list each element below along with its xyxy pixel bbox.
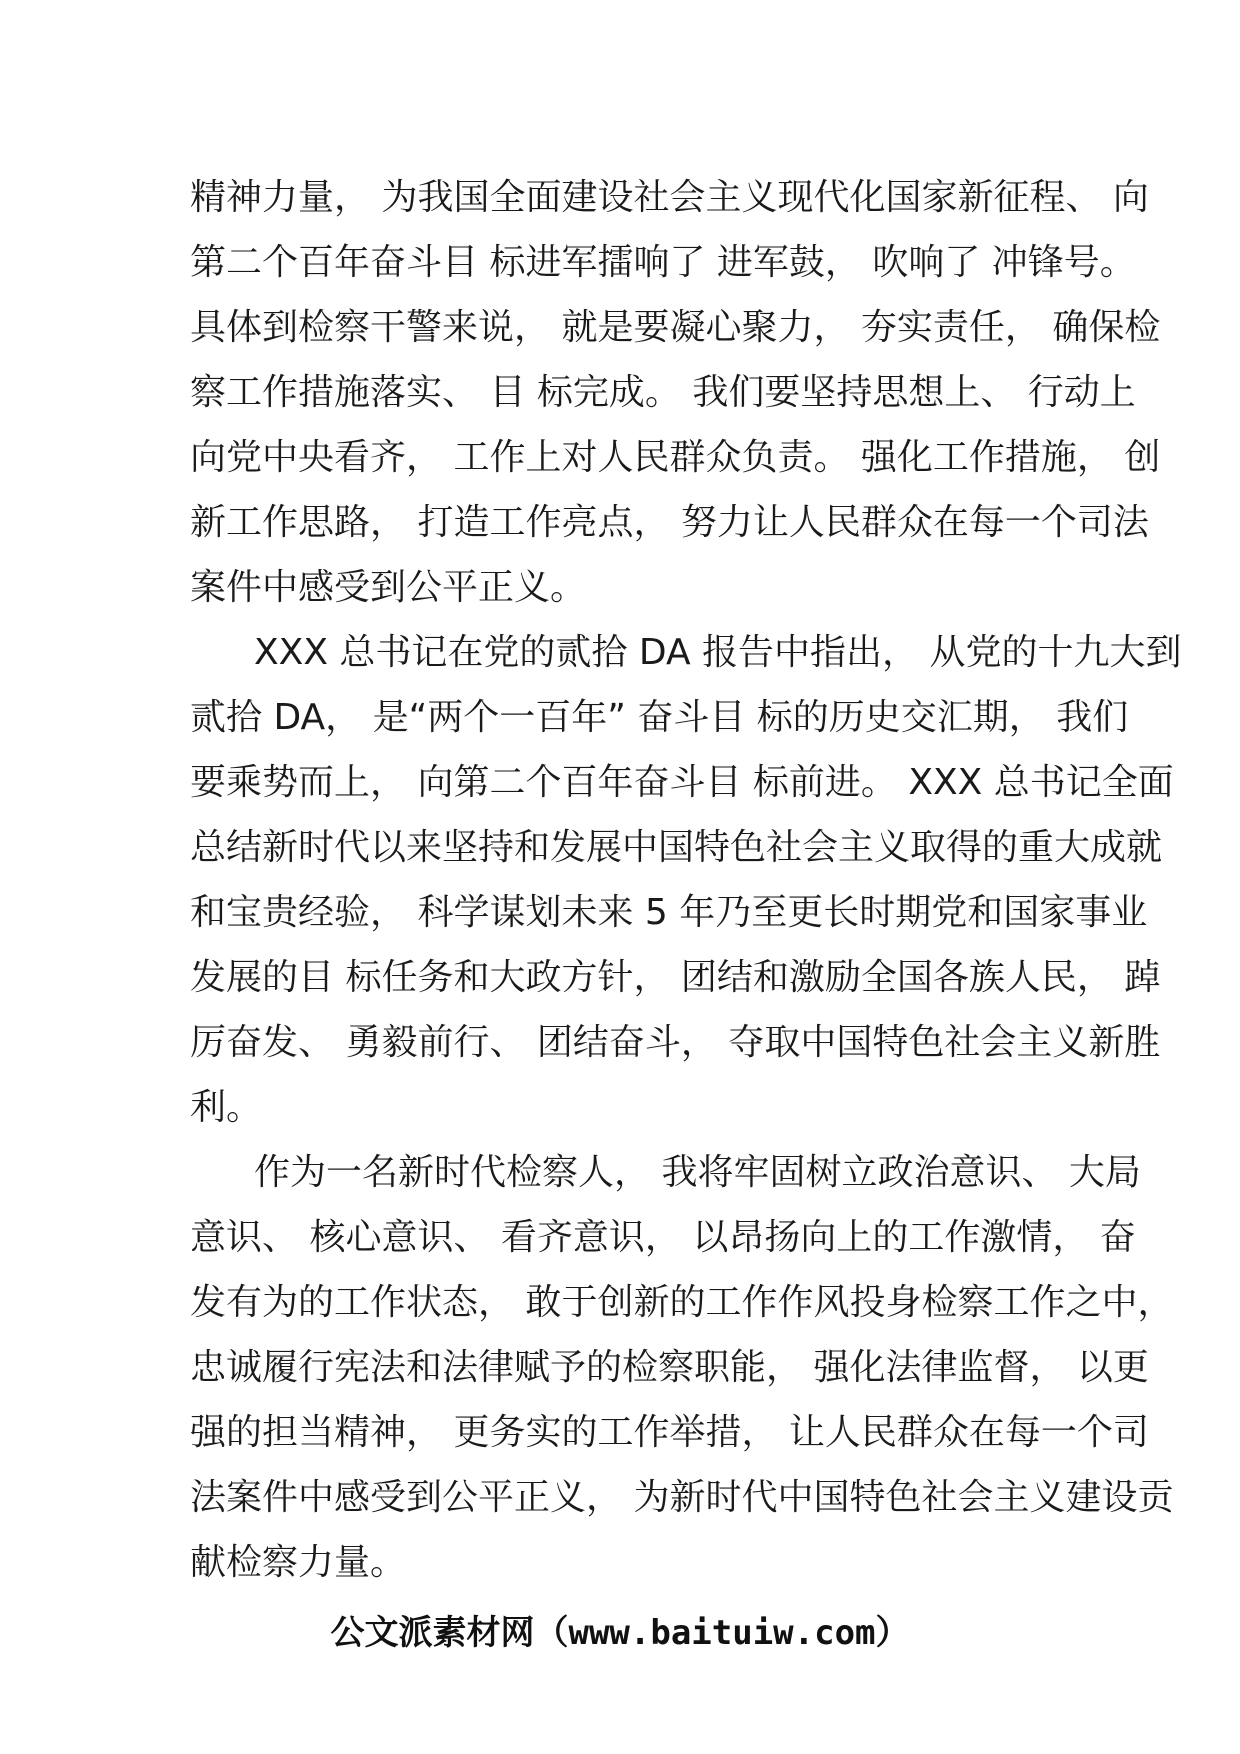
footer-watermark: [0, 1608, 1240, 1658]
text-line: 献检察力量。: [190, 1542, 407, 1583]
text-line: 厉奋发、 勇毅前行、 团结奋斗， 夺取中国特色社会主义新胜: [190, 1022, 1161, 1063]
text-line: 发展的目 标任务和大政方针， 团结和激励全国各族人民， 踔: [190, 957, 1161, 998]
text-line: 利。: [190, 1087, 263, 1128]
text-line: 发有为的工作状态， 敢于创新的工作作风投身检察工作之中，: [190, 1282, 1174, 1323]
text-line: 向党中央看齐， 工作上对人民群众负责。 强化工作措施， 创: [190, 437, 1161, 478]
footer-url: www.baituiw.com: [568, 1613, 876, 1653]
text-line: 具体到检察干警来说， 就是要凝心聚力， 夯实责任， 确保检: [190, 307, 1161, 348]
text-line: 要乘势而上， 向第二个百年奋斗目 标前进。 XXX 总书记全面: [190, 762, 1174, 803]
text-line: 总结新时代以来坚持和发展中国特色社会主义取得的重大成就: [190, 827, 1163, 868]
text-line: 新工作思路， 打造工作亮点， 努力让人民群众在每一个司法: [190, 502, 1149, 543]
text-line-indented: 作为一名新时代检察人， 我将牢固树立政治意识、 大局: [254, 1152, 1141, 1193]
footer-site-name: 公文派素材网（: [330, 1613, 569, 1653]
text-line: 察工作措施落实、 目 标完成。 我们要坚持思想上、 行动上: [190, 372, 1136, 413]
text-line: 案件中感受到公平正义。: [190, 567, 587, 608]
text-line: 忠诚履行宪法和法律赋予的检察职能， 强化法律监督， 以更: [190, 1347, 1149, 1388]
text-line: 贰拾 DA， 是“两个一百年” 奋斗目 标的历史交汇期， 我们: [190, 697, 1129, 738]
text-line-indented: XXX 总书记在党的贰拾 DA 报告中指出， 从党的十九大到: [254, 632, 1182, 673]
text-line: 法案件中感受到公平正义， 为新时代中国特色社会主义建设贡: [190, 1477, 1174, 1518]
text-line: 精神力量， 为我国全面建设社会主义现代化国家新征程、 向: [190, 177, 1149, 218]
text-line: 和宝贵经验， 科学谋划未来 5 年乃至更长时期党和国家事业: [190, 892, 1148, 933]
text-line: 意识、 核心意识、 看齐意识， 以昂扬向上的工作激情， 奋: [190, 1217, 1136, 1258]
footer-close-paren: ）: [875, 1613, 910, 1653]
text-line: 强的担当精神， 更务实的工作举措， 让人民群众在每一个司: [190, 1412, 1149, 1453]
text-line: 第二个百年奋斗目 标进军擂响了 进军鼓， 吹响了 冲锋号。: [190, 242, 1136, 283]
document-body: [190, 165, 1182, 1595]
